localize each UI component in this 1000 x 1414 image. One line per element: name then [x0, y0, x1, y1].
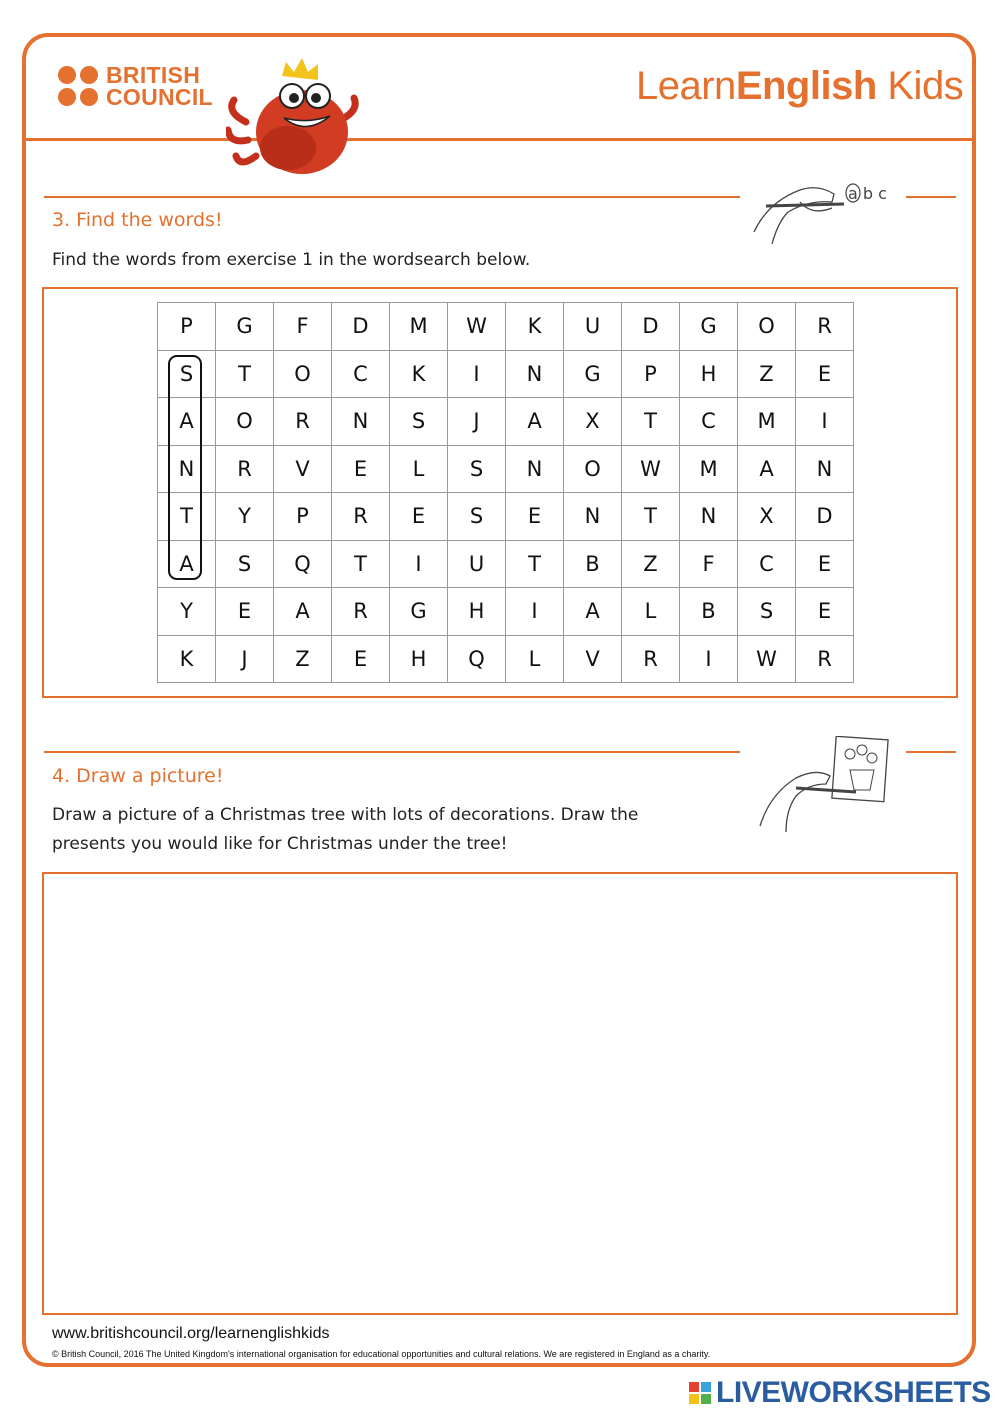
abc-label: a b c [848, 184, 887, 203]
british-council-logo [58, 64, 213, 108]
wordsearch-cell[interactable]: G [564, 350, 622, 398]
wordsearch-cell[interactable]: Y [216, 493, 274, 541]
wordsearch-cell[interactable]: E [796, 350, 854, 398]
wordsearch-cell[interactable]: S [448, 493, 506, 541]
wordsearch-cell[interactable]: R [622, 635, 680, 683]
wordsearch-cell[interactable]: A [738, 445, 796, 493]
logo-line-1: BRITISH [106, 62, 201, 88]
wordsearch-cell[interactable]: R [274, 398, 332, 446]
wordsearch-cell[interactable]: S [448, 445, 506, 493]
wordsearch-cell[interactable]: N [506, 350, 564, 398]
wordsearch-cell[interactable]: G [680, 303, 738, 351]
wordsearch-cell[interactable]: A [158, 398, 216, 446]
wordsearch-cell[interactable]: Q [448, 635, 506, 683]
liveworksheets-watermark [688, 1376, 991, 1410]
wordsearch-cell[interactable]: Y [158, 588, 216, 636]
monster-mascot-icon [226, 52, 366, 178]
wordsearch-row [158, 303, 854, 351]
wordsearch-cell[interactable]: H [680, 350, 738, 398]
wordsearch-cell[interactable]: O [738, 303, 796, 351]
drawing-area[interactable] [42, 872, 958, 1315]
wordsearch-cell[interactable]: E [332, 445, 390, 493]
brand-kids: Kids [876, 64, 964, 108]
wordsearch-cell[interactable]: X [738, 493, 796, 541]
wordsearch-cell[interactable]: U [448, 540, 506, 588]
wordsearch-cell[interactable]: O [274, 350, 332, 398]
wordsearch-cell[interactable]: E [506, 493, 564, 541]
section4-rule-right [906, 751, 956, 753]
wordsearch-cell[interactable]: P [622, 350, 680, 398]
section3-title: 3. Find the words! [52, 209, 223, 231]
hand-writing-icon [748, 172, 908, 252]
wordsearch-cell[interactable]: I [506, 588, 564, 636]
wordsearch-cell[interactable]: A [506, 398, 564, 446]
wordsearch-cell[interactable]: T [622, 493, 680, 541]
wordsearch-cell[interactable]: B [680, 588, 738, 636]
wordsearch-cell[interactable]: R [796, 303, 854, 351]
wordsearch-cell[interactable]: R [332, 493, 390, 541]
wordsearch-cell[interactable]: N [680, 493, 738, 541]
wordsearch-cell[interactable]: I [680, 635, 738, 683]
logo-dots-icon [58, 66, 98, 106]
wordsearch-cell[interactable]: F [274, 303, 332, 351]
wordsearch-cell[interactable]: A [274, 588, 332, 636]
wordsearch-cell[interactable]: T [216, 350, 274, 398]
wordsearch-cell[interactable]: G [390, 588, 448, 636]
wordsearch-cell[interactable]: M [680, 445, 738, 493]
wordsearch-cell[interactable]: N [332, 398, 390, 446]
wordsearch-cell[interactable]: U [564, 303, 622, 351]
wordsearch-cell[interactable]: W [448, 303, 506, 351]
wordsearch-cell[interactable]: E [796, 540, 854, 588]
wordsearch-cell[interactable]: E [332, 635, 390, 683]
wordsearch-cell[interactable]: G [216, 303, 274, 351]
wordsearch-cell[interactable]: T [332, 540, 390, 588]
section3-rule [44, 196, 740, 198]
wordsearch-cell[interactable]: T [622, 398, 680, 446]
wordsearch-cell[interactable]: N [796, 445, 854, 493]
liveworksheets-logo-icon [688, 1381, 712, 1405]
wordsearch-cell[interactable]: W [738, 635, 796, 683]
wordsearch-cell[interactable]: P [158, 303, 216, 351]
wordsearch-cell[interactable]: S [216, 540, 274, 588]
section4-rule [44, 751, 740, 753]
wordsearch-cell[interactable]: R [332, 588, 390, 636]
wordsearch-cell[interactable]: T [506, 540, 564, 588]
wordsearch-cell[interactable]: N [564, 493, 622, 541]
wordsearch-cell[interactable]: C [680, 398, 738, 446]
wordsearch-cell[interactable]: I [448, 350, 506, 398]
wordsearch-cell[interactable]: N [506, 445, 564, 493]
wordsearch-cell[interactable]: Q [274, 540, 332, 588]
wordsearch-row [158, 398, 854, 446]
wordsearch-cell[interactable]: W [622, 445, 680, 493]
wordsearch-cell[interactable]: X [564, 398, 622, 446]
footer-copyright: © British Council, 2016 The United Kingdom's international organisation for educational opportunities and cultural relations. We are registered in England as a charity. [52, 1349, 711, 1359]
wordsearch-cell[interactable]: Z [738, 350, 796, 398]
brand-learn: Learn [636, 64, 736, 108]
wordsearch-cell[interactable]: D [332, 303, 390, 351]
wordsearch-cell[interactable]: K [158, 635, 216, 683]
logo-line-2: COUNCIL [106, 84, 213, 110]
wordsearch-cell[interactable]: J [448, 398, 506, 446]
header-divider [26, 138, 972, 141]
wordsearch-cell[interactable]: Z [622, 540, 680, 588]
wordsearch-cell[interactable]: H [390, 635, 448, 683]
wordsearch-cell[interactable]: P [274, 493, 332, 541]
wordsearch-cell[interactable]: K [506, 303, 564, 351]
wordsearch-row [158, 350, 854, 398]
wordsearch-cell[interactable]: D [622, 303, 680, 351]
wordsearch-cell[interactable]: H [448, 588, 506, 636]
wordsearch-cell[interactable]: O [216, 398, 274, 446]
wordsearch-row [158, 635, 854, 683]
wordsearch-cell[interactable]: L [622, 588, 680, 636]
wordsearch-cell[interactable]: V [564, 635, 622, 683]
section4-title: 4. Draw a picture! [52, 765, 224, 787]
wordsearch-cell[interactable]: E [216, 588, 274, 636]
wordsearch-cell[interactable]: S [390, 398, 448, 446]
section3-instruction: Find the words from exercise 1 in the wordsearch below. [52, 250, 531, 270]
wordsearch-grid [157, 302, 854, 683]
wordsearch-cell[interactable]: K [390, 350, 448, 398]
brand-english: English [735, 64, 877, 108]
wordsearch-cell[interactable]: V [274, 445, 332, 493]
liveworksheets-text: LIVEWORKSHEETS [716, 1376, 991, 1409]
wordsearch-cell[interactable]: I [796, 398, 854, 446]
wordsearch-cell[interactable]: J [216, 635, 274, 683]
example-answer-circle [168, 355, 202, 580]
wordsearch-cell[interactable]: S [738, 588, 796, 636]
wordsearch-cell[interactable]: F [680, 540, 738, 588]
wordsearch-cell[interactable]: B [564, 540, 622, 588]
wordsearch-cell[interactable]: A [564, 588, 622, 636]
section4-instruction-line2: presents you would like for Christmas under the tree! [52, 834, 508, 854]
wordsearch-cell[interactable]: R [216, 445, 274, 493]
wordsearch-cell[interactable]: S [158, 350, 216, 398]
wordsearch-cell[interactable]: E [390, 493, 448, 541]
wordsearch-cell[interactable]: C [738, 540, 796, 588]
section4-instruction-line1: Draw a picture of a Christmas tree with lots of decorations. Draw the [52, 805, 639, 825]
wordsearch-row [158, 493, 854, 541]
section3-rule-right [906, 196, 956, 198]
hand-drawing-icon [756, 736, 896, 836]
wordsearch-cell[interactable]: L [506, 635, 564, 683]
wordsearch-cell[interactable]: A [158, 540, 216, 588]
wordsearch-cell[interactable]: I [390, 540, 448, 588]
wordsearch-cell[interactable]: D [796, 493, 854, 541]
wordsearch-cell[interactable]: E [796, 588, 854, 636]
wordsearch-cell[interactable]: T [158, 493, 216, 541]
wordsearch-cell[interactable]: C [332, 350, 390, 398]
learnenglish-kids-logo [636, 64, 963, 109]
wordsearch-row [158, 445, 854, 493]
wordsearch-cell[interactable]: Z [274, 635, 332, 683]
wordsearch-cell[interactable]: M [390, 303, 448, 351]
wordsearch-cell[interactable]: N [158, 445, 216, 493]
wordsearch-cell[interactable]: M [738, 398, 796, 446]
wordsearch-row [158, 588, 854, 636]
wordsearch-cell[interactable]: O [564, 445, 622, 493]
wordsearch-row [158, 540, 854, 588]
wordsearch-cell[interactable]: L [390, 445, 448, 493]
wordsearch-cell[interactable]: R [796, 635, 854, 683]
footer-url[interactable]: www.britishcouncil.org/learnenglishkids [52, 1325, 330, 1342]
